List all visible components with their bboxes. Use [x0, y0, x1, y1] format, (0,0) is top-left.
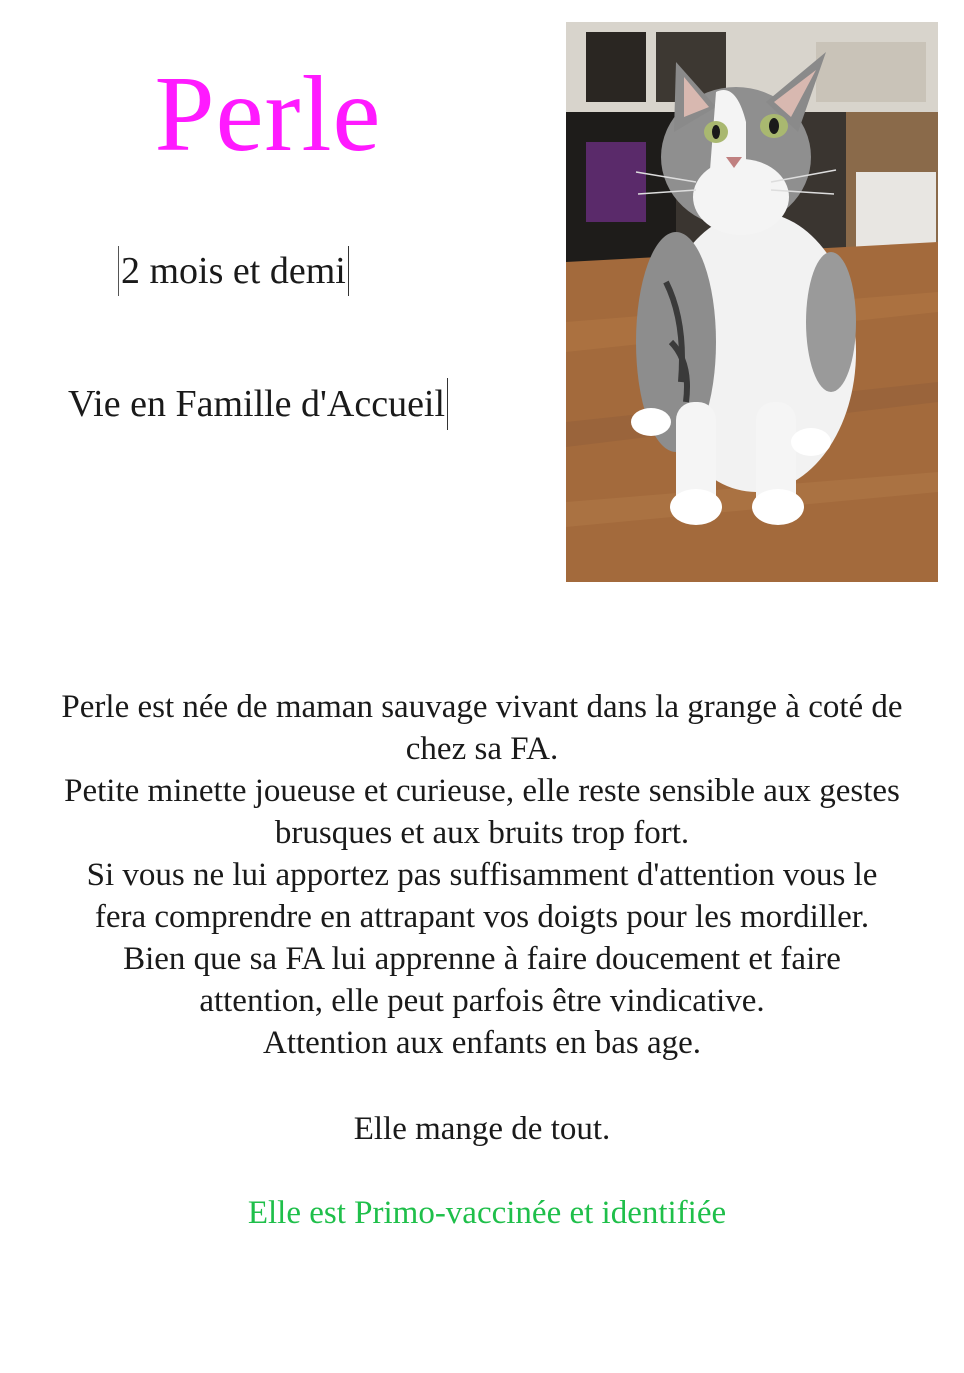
description-line: chez sa FA. — [405, 731, 559, 767]
description-line: Perle est née de maman sauvage vivant dans la grange à coté de — [61, 689, 903, 725]
description-line: attention, elle peut parfois être vindicative. — [199, 983, 765, 1019]
cat-name-title: Perle — [154, 55, 382, 174]
description-line: Attention aux enfants en bas age. — [262, 1025, 702, 1061]
vaccination-note: Elle est Primo-vaccinée et identifiée — [247, 1195, 727, 1231]
cat-age: 2 mois et demi — [118, 246, 349, 296]
description-line: brusques et aux bruits trop fort. — [274, 815, 690, 851]
food-note: Elle mange de tout. — [353, 1111, 611, 1147]
description-line: Bien que sa FA lui apprenne à faire doucement et faire — [123, 941, 841, 977]
description-line: Si vous ne lui apportez pas suffisamment d'attention vous le — [86, 857, 878, 893]
cat-photo — [566, 22, 938, 582]
cat-description — [8, 686, 956, 1064]
description-line: Petite minette joueuse et curieuse, elle reste sensible aux gestes — [64, 773, 900, 809]
description-line: fera comprendre en attrapant vos doigts pour les mordiller. — [94, 899, 870, 935]
living-status: Vie en Famille d'Accueil — [68, 378, 448, 430]
